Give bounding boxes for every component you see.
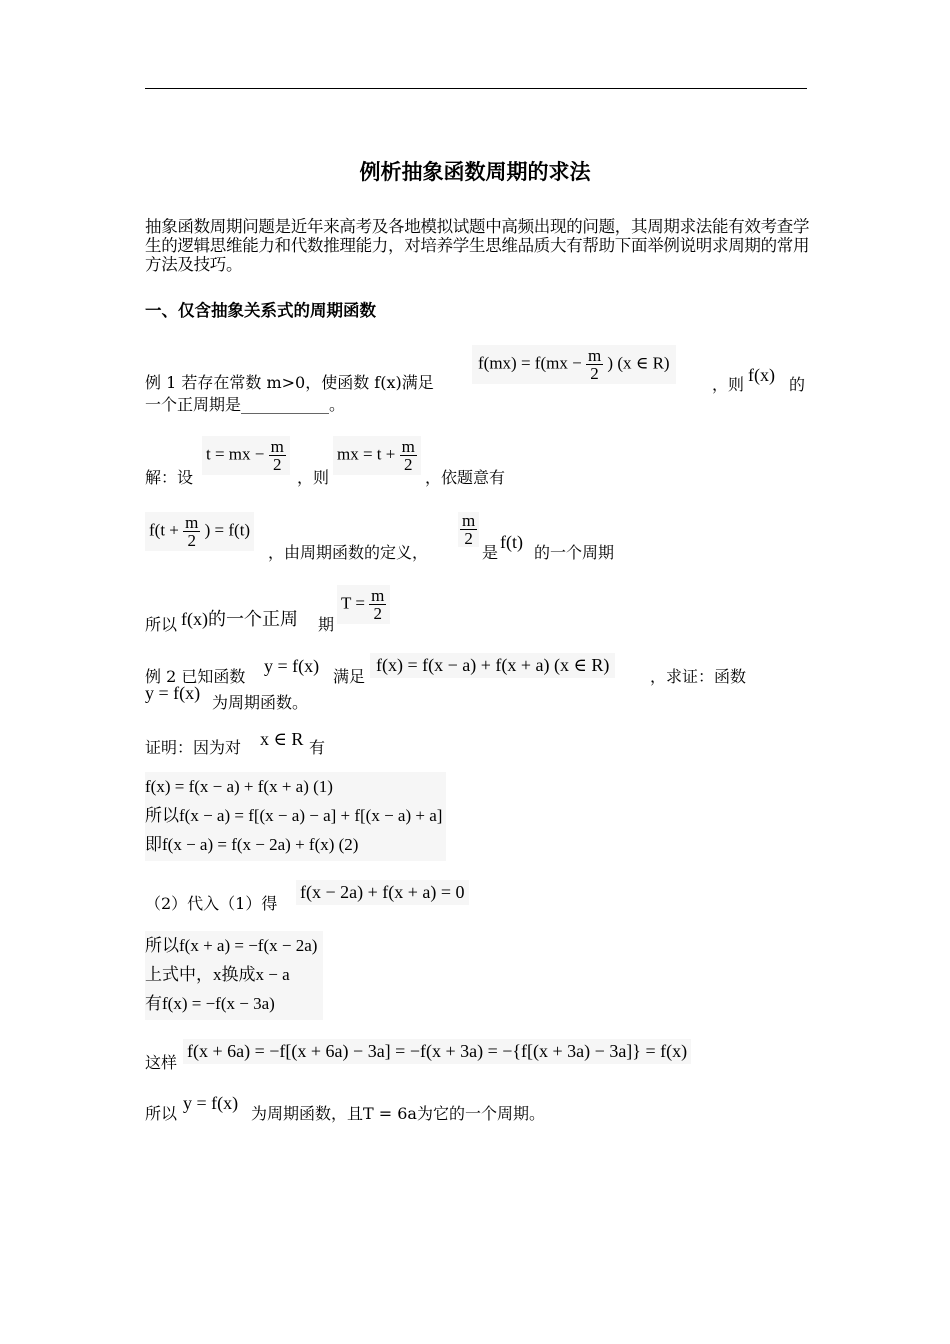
proof-line: 上式中，x换成x − a: [145, 965, 290, 984]
example2-periodic: 为周期函数。: [212, 693, 309, 712]
conclusion-yfx: y = f(x): [183, 1093, 239, 1113]
example1-fx: f(x): [748, 365, 775, 385]
proof-equation-block-2: [145, 931, 323, 1020]
example1-blank-line: 一个正周期是___________。: [145, 395, 346, 414]
example2-condition: f(x) = f(x − a) + f(x + a) (x ∈ R): [370, 653, 615, 678]
proof-line: 有f(x) = −f(x − 3a): [145, 994, 275, 1013]
solution1-tail: ，依题意有: [425, 468, 506, 487]
solution1-ft-eq: f(t + $\frac{m}{2}$ ) = f(t): [145, 512, 254, 551]
example2-prove: ，求证：函数: [650, 667, 747, 686]
proof-equation-block: [145, 772, 446, 861]
proof-you: 有: [309, 738, 326, 757]
example2-yfx: y = f(x): [264, 656, 320, 676]
example1-then: ，则: [712, 375, 745, 394]
proof-line: 即f(x − a) = f(x − 2a) + f(x) (2): [145, 835, 359, 854]
solution1-is: 是: [482, 543, 499, 562]
example1-de: 的: [789, 375, 806, 394]
conclusion-text: 为周期函数，且T = 6a为它的一个周期。: [251, 1104, 545, 1123]
proof-thus: 这样: [145, 1053, 178, 1072]
solution1-a-period: 的一个周期: [534, 543, 615, 562]
proof-lead: 证明：因为对: [145, 738, 242, 757]
solution1-T-eq: T = $\frac{m}{2}$: [337, 585, 390, 624]
solution1-t-eq: t = mx − $\frac{m}{2}$: [202, 436, 290, 475]
solution1-ft: f(t): [500, 532, 523, 552]
section-heading: 一、仅含抽象关系式的周期函数: [145, 301, 376, 320]
solution1-mx-eq: mx = t + $\frac{m}{2}$: [333, 436, 421, 475]
example2-yfx2: y = f(x): [145, 683, 201, 703]
proof-xR: x ∈ R: [260, 729, 304, 749]
proof-line: 所以f(x + a) = −f(x − 2a): [145, 936, 318, 955]
example2-satisfy: 满足: [333, 667, 366, 686]
example1-lead: 例 1 若存在常数 m>0，使函数 f(x)满足: [145, 373, 434, 392]
solution1-lead: 解：设: [145, 468, 194, 487]
example2-lead: 例 2 已知函数: [145, 667, 246, 686]
example1-formula: f(mx) = f(mx − $\frac{m}{2}$ ) (x ∈ R): [472, 345, 676, 384]
solution1-by-def: ，由周期函数的定义，: [268, 543, 429, 562]
intro-paragraph: 抽象函数周期问题是近年来高考及各地模拟试题中高频出现的问题，其周期求法能有效考查学生的逻辑思维能力和代数推理能力，对培养学生思维品质大有帮助下面举例说明求周期的常用方法及技巧。: [145, 217, 810, 274]
page-title: 例析抽象函数周期的求法: [359, 159, 591, 184]
solution1-qi: 期: [318, 615, 335, 634]
solution1-then: ，则: [297, 468, 330, 487]
solution1-so: 所以: [145, 615, 178, 634]
solution1-so-fx: f(x)的一个正周: [181, 609, 298, 629]
proof-sub-lead: （2）代入（1）得: [145, 894, 278, 913]
proof-line: 所以f(x − a) = f[(x − a) − a] + f[(x − a) + a]: [145, 806, 443, 825]
conclusion-lead: 所以: [145, 1104, 178, 1123]
solution1-half-m: $\frac{m}{2}$: [458, 512, 479, 547]
proof-sub-equation: f(x − 2a) + f(x + a) = 0: [296, 880, 469, 905]
proof-chain-equation: f(x + 6a) = −f[(x + 6a) − 3a] = −f(x + 3a) = −{f[(x + 3a) − 3a]} = f(x): [183, 1039, 691, 1064]
proof-line: f(x) = f(x − a) + f(x + a) (1): [145, 777, 333, 796]
header-rule: [145, 88, 807, 89]
